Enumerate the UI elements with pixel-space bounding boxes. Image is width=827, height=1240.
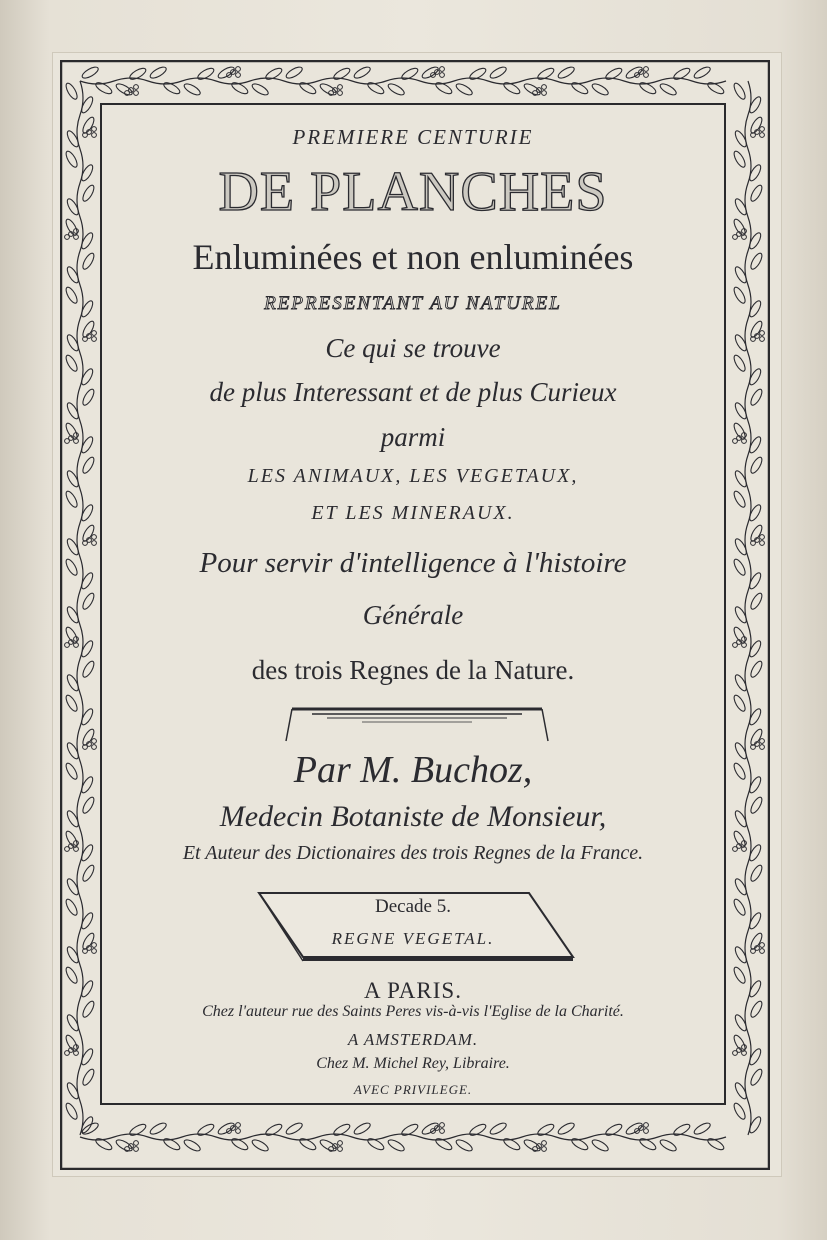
border-leaf [81,65,100,80]
border-leaf [536,1122,555,1137]
text-mineraux: ET LES MINERAUX. [311,502,515,524]
border-berry [733,235,738,240]
border-berry [236,1123,241,1128]
border-leaf [733,1081,748,1100]
border-berry [440,73,445,78]
border-berry [440,67,445,72]
border-leaf [81,932,96,951]
border-leaf [748,707,763,726]
border-leaf [748,1047,763,1066]
text-parmi: parmi [380,422,446,452]
border-berry [542,1147,547,1152]
border-leaf [65,1081,80,1100]
border-leaf [81,524,96,543]
border-leaf [80,163,95,182]
border-berry [760,739,765,744]
border-leaf [749,592,764,611]
border-leaf [749,660,764,679]
border-leaf [115,82,134,97]
border-leaf [733,197,748,216]
subtitle-enluminees: Enluminées et non enluminées [192,237,634,277]
border-leaf [264,1122,283,1137]
border-leaf [81,320,96,339]
border-berry [92,541,97,546]
decade-label: Decade 5. [375,896,451,917]
border-leaf [183,82,202,97]
border-leaf [81,456,96,475]
border-leaf [353,65,372,80]
border-berry [733,439,738,444]
border-leaf [536,66,555,81]
border-leaf [693,65,712,80]
border-leaf [353,1121,372,1136]
border-leaf [557,65,576,80]
border-leaf [81,864,96,883]
imprint-address-paris: Chez l'auteur rue des Saints Peres vis-à-vis l'Eglise de la Charité. [202,1003,624,1020]
border-berry [134,1147,139,1152]
border-leaf [285,1121,304,1136]
border-leaf [733,741,748,760]
border-berry [92,337,97,342]
border-leaf [80,911,95,930]
border-leaf [64,558,79,577]
border-berry [760,541,765,546]
border-berry [236,67,241,72]
border-leaf [434,81,453,96]
border-leaf [455,82,474,97]
border-leaf [298,81,317,96]
border-leaf [523,1138,542,1153]
border-leaf [80,435,95,454]
border-leaf [749,524,764,543]
border-leaf [80,979,95,998]
border-leaf [625,65,644,80]
border-berry [92,127,97,132]
border-leaf [332,1122,351,1137]
border-leaf [65,537,80,556]
border-berry [760,535,765,540]
border-berry [236,1129,241,1134]
border-leaf [264,66,283,81]
border-berry [92,331,97,336]
border-leaf [489,65,508,80]
border-berry [760,949,765,954]
heading-premiere-centurie: PREMIERE CENTURIE [292,125,534,149]
border-berry [134,91,139,96]
border-leaf [81,388,96,407]
border-leaf [748,979,763,998]
border-leaf [659,1138,678,1153]
border-berry [92,745,97,750]
border-leaf [732,1034,747,1053]
border-leaf [732,626,747,645]
border-leaf [128,1122,147,1137]
border-berry [134,85,139,90]
border-berry [92,133,97,138]
border-leaf [748,231,763,250]
border-leaf [65,469,80,488]
border-leaf [64,898,79,917]
border-leaf [230,81,249,96]
border-leaf [706,1137,725,1152]
border-leaf [732,1102,747,1121]
border-berry [760,337,765,342]
subtitle-representant: REPRESENTANT AU NATUREL [264,293,562,314]
border-leaf [638,1137,657,1152]
border-leaf [65,741,80,760]
text-interessant-curieux: de plus Interessant et de plus Curieux [209,377,617,407]
border-leaf [64,490,79,509]
border-leaf [387,82,406,97]
border-leaf [65,1013,80,1032]
border-leaf [749,252,764,271]
border-leaf [162,81,181,96]
border-leaf [65,945,80,964]
border-leaf [65,129,80,148]
border-leaf [387,1138,406,1153]
border-leaf [748,503,763,522]
border-leaf [80,843,95,862]
border-berry [733,847,738,852]
border-leaf [749,932,764,951]
border-leaf [81,592,96,611]
border-berry [644,67,649,72]
border-berry [644,1129,649,1134]
border-berry [92,949,97,954]
border-leaf [128,66,147,81]
author-title: Medecin Botaniste de Monsieur, [219,800,607,833]
border-berry [65,235,70,240]
border-leaf [749,116,764,135]
border-leaf [733,1013,748,1032]
border-leaf [749,1000,764,1019]
border-berry [542,91,547,96]
border-leaf [732,490,747,509]
border-leaf [80,231,95,250]
border-leaf [749,388,764,407]
border-leaf [332,66,351,81]
border-leaf [638,81,657,96]
border-leaf [468,1122,487,1137]
border-leaf [733,265,748,284]
border-leaf [64,82,79,101]
border-leaf [64,286,79,305]
border-leaf [81,116,96,135]
border-leaf [64,218,79,237]
border-leaf [672,66,691,81]
border-leaf [65,809,80,828]
border-leaf [400,1122,419,1137]
border-berry [92,739,97,744]
border-leaf [748,775,763,794]
border-leaf [298,1137,317,1152]
text-ce-qui-se-trouve: Ce qui se trouve [325,333,501,363]
border-leaf [149,65,168,80]
border-leaf [489,1121,508,1136]
border-leaf [733,673,748,692]
border-leaf [80,1047,95,1066]
imprint-privilege: AVEC PRIVILEGE. [353,1082,473,1097]
border-leaf [64,422,79,441]
border-leaf [80,299,95,318]
author-name: Par M. Buchoz, [293,749,533,791]
text-pour-servir: Pour servir d'intelligence à l'histoire [199,547,627,579]
border-leaf [196,66,215,81]
border-leaf [749,1068,764,1087]
border-leaf [570,1137,589,1152]
border-leaf [733,537,748,556]
border-leaf [468,66,487,81]
border-leaf [604,1122,623,1137]
border-leaf [65,401,80,420]
border-berry [236,73,241,78]
border-leaf [732,762,747,781]
border-leaf [672,1122,691,1137]
border-leaf [748,367,763,386]
border-leaf [81,252,96,271]
border-leaf [732,286,747,305]
border-leaf [217,1121,236,1136]
border-berry [92,943,97,948]
author-works: Et Auteur des Dictionaires des trois Regnes de la France. [182,842,644,864]
border-berry [65,643,70,648]
border-leaf [502,1137,521,1152]
border-leaf [196,1122,215,1137]
border-leaf [570,81,589,96]
border-berry [733,643,738,648]
border-leaf [81,796,96,815]
border-leaf [65,605,80,624]
border-leaf [733,809,748,828]
text-animaux-vegetaux: LES ANIMAUX, LES VEGETAUX, [247,465,579,487]
border-berry [65,439,70,444]
border-berry [760,331,765,336]
border-leaf [706,81,725,96]
border-berry [542,1141,547,1146]
text-generale: Générale [362,600,464,630]
border-berry [644,73,649,78]
border-leaf [81,1000,96,1019]
border-leaf [732,830,747,849]
border-leaf [693,1121,712,1136]
border-leaf [732,354,747,373]
border-leaf [366,1137,385,1152]
border-leaf [115,1138,134,1153]
border-leaf [748,299,763,318]
border-leaf [64,150,79,169]
imprint-address-amsterdam: Chez M. Michel Rey, Libraire. [316,1055,510,1072]
border-leaf [64,626,79,645]
border-berry [760,745,765,750]
border-leaf [251,82,270,97]
border-leaf [421,1121,440,1136]
border-berry [644,1123,649,1128]
border-leaf [659,82,678,97]
border-leaf [591,82,610,97]
border-berry [760,133,765,138]
border-berry [134,1141,139,1146]
border-leaf [65,265,80,284]
border-leaf [64,966,79,985]
border-leaf [732,694,747,713]
border-leaf [217,65,236,80]
border-leaf [749,456,764,475]
border-leaf [732,966,747,985]
border-leaf [81,1068,96,1087]
border-leaf [523,82,542,97]
border-leaf [80,775,95,794]
border-berry [338,91,343,96]
border-berry [338,85,343,90]
border-leaf [748,571,763,590]
border-leaf [65,877,80,896]
text-trois-regnes: des trois Regnes de la Nature. [251,655,575,685]
border-leaf [732,558,747,577]
border-leaf [319,1138,338,1153]
border-leaf [81,660,96,679]
border-leaf [64,1102,79,1121]
border-leaf [748,911,763,930]
line-ornament [282,703,552,743]
border-leaf [732,898,747,917]
border-leaf [748,95,763,114]
border-leaf [80,571,95,590]
heading-de-planches: DE PLANCHES [218,161,608,223]
border-leaf [749,728,764,747]
border-berry [760,127,765,132]
border-leaf [557,1121,576,1136]
border-leaf [65,673,80,692]
border-leaf [319,82,338,97]
border-berry [440,1123,445,1128]
border-leaf [65,333,80,352]
border-berry [760,943,765,948]
border-leaf [749,796,764,815]
border-leaf [733,333,748,352]
border-berry [440,1129,445,1134]
border-berry [92,535,97,540]
border-leaf [748,163,763,182]
border-berry [338,1147,343,1152]
border-leaf [748,639,763,658]
border-leaf [80,503,95,522]
border-leaf [625,1121,644,1136]
border-berry [65,1051,70,1056]
border-leaf [732,218,747,237]
border-leaf [400,66,419,81]
border-leaf [733,877,748,896]
border-leaf [64,354,79,373]
border-leaf [80,367,95,386]
border-leaf [748,435,763,454]
border-leaf [732,150,747,169]
border-leaf [183,1138,202,1153]
border-leaf [733,469,748,488]
border-leaf [94,81,113,96]
border-leaf [94,1137,113,1152]
border-leaf [64,762,79,781]
border-leaf [591,1138,610,1153]
border-leaf [81,728,96,747]
border-leaf [604,66,623,81]
border-berry [542,85,547,90]
border-leaf [366,81,385,96]
border-leaf [162,1137,181,1152]
border-berry [733,1051,738,1056]
border-leaf [732,422,747,441]
imprint-amsterdam: A AMSTERDAM. [347,1030,479,1049]
border-leaf [80,707,95,726]
border-leaf [749,864,764,883]
border-leaf [80,639,95,658]
border-leaf [733,945,748,964]
border-leaf [434,1137,453,1152]
border-leaf [749,320,764,339]
border-leaf [230,1137,249,1152]
border-berry [65,847,70,852]
border-leaf [502,81,521,96]
border-leaf [733,401,748,420]
border-berry [338,1141,343,1146]
border-leaf [149,1121,168,1136]
border-leaf [81,184,96,203]
border-leaf [64,1034,79,1053]
border-leaf [749,184,764,203]
border-leaf [748,1115,763,1134]
border-leaf [65,197,80,216]
border-leaf [748,843,763,862]
border-leaf [80,95,95,114]
border-leaf [455,1138,474,1153]
border-leaf [732,82,747,101]
border-leaf [285,65,304,80]
border-leaf [64,830,79,849]
border-leaf [733,129,748,148]
regne-label: REGNE VEGETAL. [331,929,495,948]
border-leaf [251,1138,270,1153]
border-leaf [64,694,79,713]
imprint-paris: A PARIS. [364,978,462,1003]
border-leaf [733,605,748,624]
border-leaf [421,65,440,80]
